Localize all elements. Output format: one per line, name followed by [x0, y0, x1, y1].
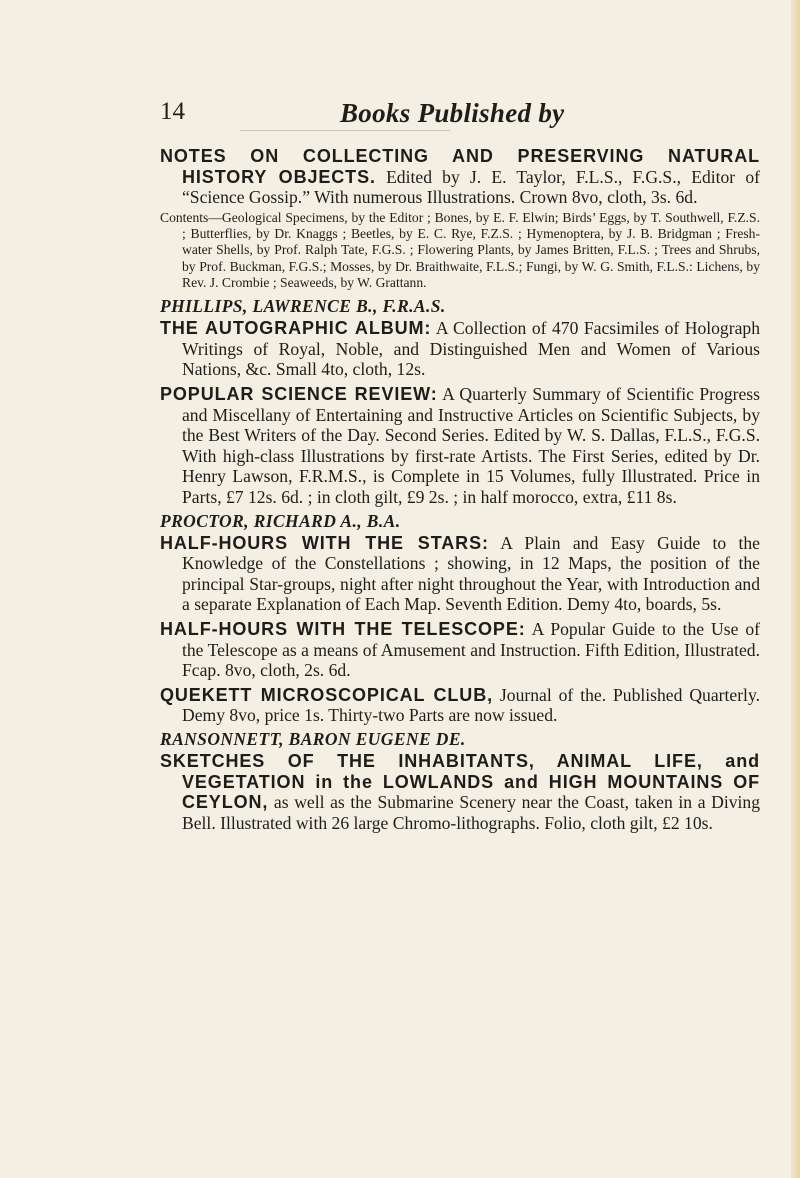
page-number: 14 — [160, 98, 185, 125]
entry-title: NOTES ON COLLECTING AND PRESERVING NATURAL HISTORY OBJECTS. — [160, 146, 760, 187]
entry-title: SKETCHES OF THE INHABITANTS, ANIMAL LIFE, and VEGETATION in the LOWLANDS and HIGH MOUNTAINS OF CEYLON, — [160, 750, 760, 813]
entry-description: A Collection of 470 Facsimiles of Holograph Writings of Royal, Noble, and Distinguished Men and Women of Various Nations, &c. Small 4to, cloth, 12s. — [182, 318, 760, 380]
running-head: Books Published by — [340, 98, 565, 128]
entry-description: A Popular Guide to the Use of the Telescope as a means of Amusement and Instruction. Fifth Edition, Illustrated. Fcap. 8vo, cloth, 2s. 6d. — [182, 618, 760, 681]
entry-notes-on-collecting — [160, 146, 760, 208]
entry-sketches-ceylon — [160, 751, 760, 833]
entry-description: A Plain and Easy Guide to the Knowledge of the Constellations ; showing, in 12 Maps, the position of the principal Star-groups, night after night throughout the Year, with Introduction and a separate Explanation of Each Map. Seventh Edition. Demy 4to, boards, 5s. — [182, 532, 760, 615]
entry-title: POPULAR SCIENCE REVIEW: — [160, 384, 438, 405]
entry-description: as well as the Submarine Scenery near the Coast, taken in a Diving Bell. Illustrated with 26 large Chromo-lithographs. Folio, cloth gilt, £2 10s. — [182, 792, 760, 833]
entry-half-hours-telescope — [160, 619, 760, 681]
catalogue-listing — [160, 146, 760, 833]
entry-quekett-club — [160, 685, 760, 726]
header-rule — [240, 130, 450, 131]
entry-description: A Quarterly Summary of Scientific Progress and Miscellany of Entertaining and Instructive Articles on Scientific Subjects, by the Best Writers of the Day. Second Series. Edited by W. S. Dallas, F.L.S., F.G.S. With high-class Illustrations by first-rate Artists. The First Series, edited by Dr. Henry Lawson, F.R.M.S., is Complete in 15 Volumes, fully Illustrated. Price in Parts, £7 12s. 6d. ; in cloth gilt, £9 2s. ; in half morocco, extra, £11 8s. — [182, 384, 760, 508]
entry-title: HALF-HOURS WITH THE TELESCOPE: — [160, 618, 526, 639]
page-header — [160, 98, 760, 138]
entry-description: Journal of the. Published Quarterly. Demy 8vo, price 1s. Thirty-two Parts are now issued. — [182, 684, 760, 726]
author-heading: PHILLIPS, LAWRENCE B., F.R.A.S. — [160, 296, 446, 317]
author-heading: RANSONNETT, BARON EUGENE DE. — [160, 728, 466, 749]
entry-title: HALF-HOURS WITH THE STARS: — [160, 532, 489, 553]
entry-half-hours-stars — [160, 533, 760, 615]
entry-title: THE AUTOGRAPHIC ALBUM: — [160, 318, 432, 339]
entry-autographic-album — [160, 318, 760, 380]
entry-popular-science-review — [160, 384, 760, 508]
author-heading: PROCTOR, RICHARD A., B.A. — [160, 510, 401, 531]
contents-note: Contents—Geological Specimens, by the Editor ; Bones, by E. F. Elwin; Birds’ Eggs, by T. Southwell, F.Z.S. ; Butterflies, by Dr. Knaggs ; Beetles, by E. C. Rye, F.Z.S. ; Hymenoptera, by J. B. Bridgman ; Fresh-water Shells, by Prof. Ralph Tate, F.G.S. ; Flowering Plants, by James Britten, F.L.S. ; Trees and Shrubs, by Prof. Buckman, F.G.S.; Mosses, by Dr. Braithwaite, F.L.S.; Fungi, by W. G. Smith, F.L.S.: Lichens, by Rev. J. Crombie ; Seaweeds, by W. Grattann. — [160, 209, 760, 290]
entry-title: QUEKETT MICROSCOPICAL CLUB, — [160, 684, 494, 705]
entry-description: Edited by J. E. Taylor, F.L.S., F.G.S., Editor of “Science Gossip.” With numerous Illustrations. Crown 8vo, cloth, 3s. 6d. — [182, 166, 760, 208]
page-edge — [791, 0, 800, 1178]
